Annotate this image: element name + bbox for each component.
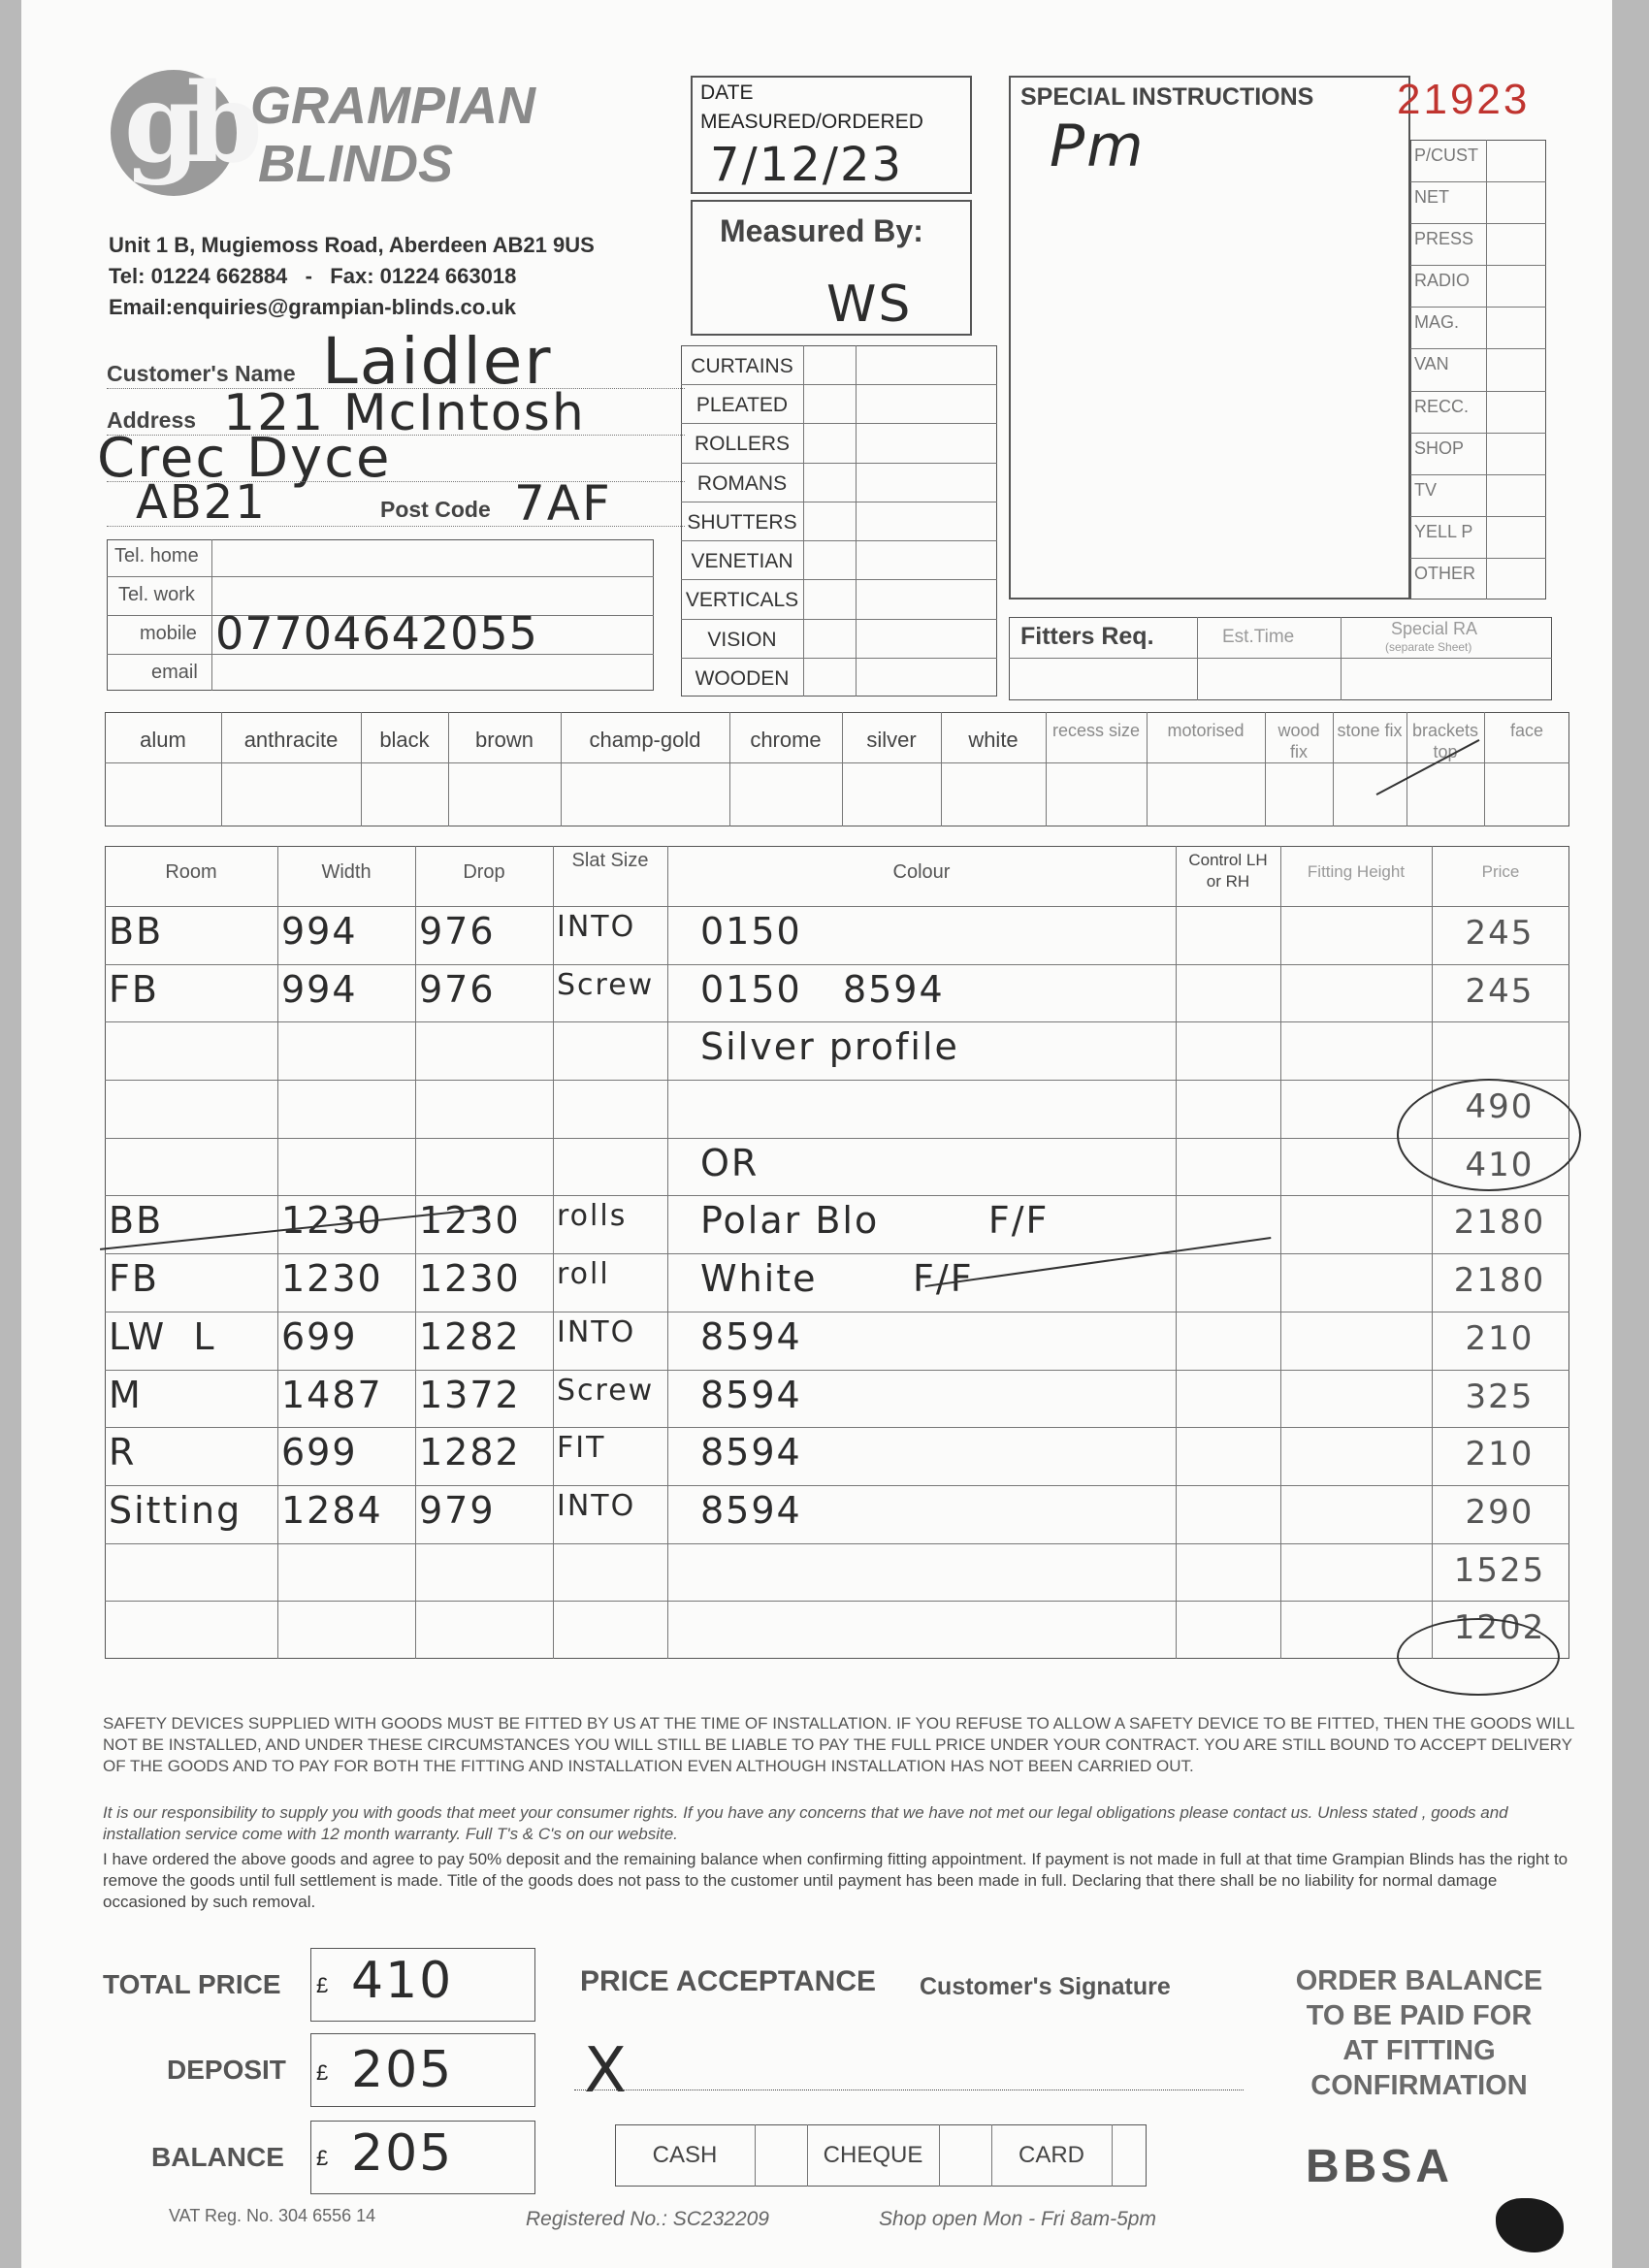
finish-divider [361, 712, 362, 826]
table-cell-price: 210 [1465, 1318, 1535, 1358]
source-option: NET [1414, 187, 1449, 208]
table-row [105, 1374, 1569, 1426]
price-acceptance-title: PRICE ACCEPTANCE [580, 1965, 877, 1997]
footer-shop-hours: Shop open Mon - Fri 8am-5pm [879, 2208, 1156, 2230]
blind-type-option: PLEATED [695, 394, 789, 417]
table-row-divider [105, 1080, 1569, 1081]
table-cell-drop: 1282 [419, 1431, 521, 1474]
blind-type-divider [681, 579, 997, 580]
blind-type-option: CURTAINS [691, 355, 793, 377]
source-option: TV [1414, 479, 1438, 500]
table-cell-drop: 1282 [419, 1314, 521, 1358]
table-header-cell: Drop [463, 861, 505, 883]
table-cell-room: BB [109, 1199, 164, 1243]
table-cell-colour: Silver profile [700, 1025, 959, 1069]
table-cell-room: R [109, 1431, 137, 1474]
table-cell-drop: 976 [419, 967, 496, 1011]
table-row [105, 1315, 1569, 1368]
terms-para-1: SAFETY DEVICES SUPPLIED WITH GOODS MUST BE FITTED BY US AT THE TIME OF INSTALLATION. IF YOU REFUSE TO ALLOW A SAFETY DEVICE TO BE FITTED, THEN THE GOODS WILL NOT BE INSTALLED, AND UNDER THESE CIRCUMSTANCES YOU WILL STILL BE LIABLE TO PAY THE FULL PRICE UNDER YOUR CONTRACT. YOU ARE STILL BOUND TO ACCEPT DELIVERY OF THE GOODS AND TO PAY FOR BOTH THE FITTING AND INSTALLATION EVEN ALTHOUGH INSTALLATION HAS NOT BEEN CARRIED OUT. [103, 1714, 1574, 1775]
table-row-divider [105, 1370, 1569, 1371]
blind-type-divider [681, 423, 997, 424]
source-divider [1410, 391, 1546, 392]
finish-divider [941, 712, 942, 826]
table-cell-slat: roll [557, 1257, 610, 1292]
table-header-cell: Room [165, 861, 217, 883]
payment-divider [939, 2124, 940, 2187]
finish-divider [1046, 712, 1047, 826]
company-phone-fax: Tel: 01224 662884 - Fax: 01224 663018 [109, 264, 517, 288]
table-header-cell: Width [321, 861, 372, 883]
footer-registered: Registered No.: SC232209 [526, 2208, 769, 2230]
table-cell-price: 2180 [1453, 1261, 1546, 1301]
order-balance-line2: TO BE PAID FOR [1306, 2000, 1533, 2031]
table-row [105, 968, 1569, 1021]
finish-option: black [379, 728, 430, 752]
date-label: DATE [700, 81, 754, 104]
balance-value: 205 [351, 2124, 454, 2183]
ink-blot [1496, 2198, 1564, 2252]
blind-type-option: ROLLERS [694, 433, 791, 456]
table-row-divider [105, 1195, 1569, 1196]
blind-type-option: ROMANS [696, 471, 788, 495]
blind-type-option: WOODEN [695, 666, 790, 690]
blind-type-divider [681, 540, 997, 541]
table-cell-price: 490 [1465, 1087, 1535, 1127]
finish-option: brackets top [1411, 721, 1479, 761]
source-option: PRESS [1414, 229, 1474, 249]
order-number: 21923 [1397, 76, 1531, 123]
terms-para-2: It is our responsibility to supply you with goods that meet your consumer rights. If you have any concerns that we have not met our legal obligations please contact us. Unless stated , goods and installation service come with 12 month warranty. Full T's & C's on our website. [103, 1803, 1508, 1843]
table-row-divider [105, 1427, 1569, 1428]
table-cell-drop: 1230 [419, 1257, 521, 1301]
source-option: YELL P [1414, 521, 1473, 541]
finish-option: silver [866, 728, 917, 752]
table-cell-width: 1487 [281, 1373, 383, 1416]
finish-divider [1147, 712, 1148, 826]
price-acceptance-sub: Customer's Signature [920, 1973, 1171, 2000]
table-cell-width: 1230 [281, 1199, 383, 1243]
table-cell-colour: White F/F [700, 1257, 974, 1301]
finish-option: stone fix [1337, 721, 1403, 740]
table-header-cell: Price [1481, 862, 1520, 881]
blind-type-option: VISION [707, 628, 777, 651]
fitters-label: Fitters Req. [1020, 623, 1154, 650]
finish-divider [842, 712, 843, 826]
table-cell-colour: Polar Blo F/F [700, 1199, 1050, 1243]
customer-name-label: Customer's Name [107, 361, 296, 386]
table-cell-slat: INTO [557, 910, 636, 944]
terms-para-3: I have ordered the above goods and agree to pay 50% deposit and the remaining balance when confirming fitting appointment. If payment is not made in full at that time Grampian Blinds has the right to remove the goods until full settlement is made. Title of the goods does not pass to the customer until payment has been made in full. Declaring that there shall be no liability for normal damage occasioned by such removal. [103, 1850, 1568, 1911]
table-cell-room: Sitting [109, 1488, 242, 1532]
table-cell-drop: 1230 [419, 1199, 521, 1243]
est-time-label: Est.Time [1222, 627, 1295, 647]
customer-name-value: Laidler [322, 324, 553, 399]
table-cell-drop: 1372 [419, 1373, 521, 1416]
table-cell-colour: 8594 [700, 1431, 802, 1474]
special-ra-sub: (separate Sheet) [1385, 640, 1472, 654]
table-row-divider [105, 1543, 1569, 1544]
table-cell-slat: FIT [557, 1431, 606, 1466]
table-row-divider [105, 964, 1569, 965]
measured-by-value: WS [826, 275, 913, 334]
company-name-line1: GRAMPIAN [250, 77, 535, 135]
deposit-currency: £ [316, 2060, 329, 2085]
source-option: RADIO [1414, 271, 1471, 291]
tel-work-label: Tel. work [118, 584, 195, 605]
blind-type-divider [681, 658, 997, 659]
table-cell-slat: INTO [557, 1488, 636, 1523]
company-address: Unit 1 B, Mugiemoss Road, Aberdeen AB21 9US [109, 233, 595, 257]
postcode-label: Post Code [380, 497, 491, 522]
table-row [105, 1084, 1569, 1136]
table-row [105, 1025, 1569, 1078]
table-cell-colour: OR [700, 1141, 760, 1184]
payment-cheque-option[interactable]: CHEQUE [823, 2142, 923, 2168]
payment-cash-option[interactable]: CASH [652, 2142, 718, 2168]
table-cell-width: 994 [281, 910, 358, 953]
bbsa-logo: BBSA [1306, 2141, 1454, 2192]
source-divider [1410, 474, 1546, 475]
table-cell-slat: INTO [557, 1314, 636, 1349]
payment-divider [1112, 2124, 1113, 2187]
table-cell-colour: 8594 [700, 1488, 802, 1532]
table-row [105, 1431, 1569, 1483]
finish-divider [448, 712, 449, 826]
finish-divider [221, 712, 222, 826]
table-cell-price: 245 [1465, 914, 1535, 953]
finish-option: alum [140, 728, 186, 752]
table-cell-slat: Screw [557, 967, 655, 1002]
date-value: 7/12/23 [710, 138, 904, 192]
finish-option: recess size [1051, 721, 1141, 740]
finish-option: wood fix [1277, 721, 1320, 761]
table-cell-price: 210 [1465, 1435, 1535, 1474]
table-cell-price: 245 [1465, 971, 1535, 1011]
finish-divider [1265, 712, 1266, 826]
source-option: SHOP [1414, 437, 1465, 458]
source-option: OTHER [1414, 563, 1475, 583]
logo-letters: gb [124, 60, 249, 187]
table-row-divider [105, 1485, 1569, 1486]
table-row-divider [105, 1021, 1569, 1022]
finish-option: motorised [1167, 721, 1245, 740]
price-circle-410 [1397, 1079, 1581, 1191]
table-row-divider [105, 1138, 1569, 1139]
table-cell-price: 2180 [1453, 1203, 1546, 1243]
date-label-2: MEASURED/ORDERED [700, 111, 923, 133]
table-cell-drop: 976 [419, 910, 496, 953]
blind-type-divider [681, 463, 997, 464]
price-circle-1202 [1397, 1618, 1560, 1696]
finish-divider [1484, 712, 1485, 826]
finish-option: face [1509, 721, 1544, 740]
table-cell-slat: Screw [557, 1373, 655, 1408]
special-ra-label: Special RA [1391, 619, 1478, 638]
special-instructions-label: SPECIAL INSTRUCTIONS [1020, 83, 1314, 111]
payment-divider [807, 2124, 808, 2187]
total-price-value: 410 [351, 1952, 454, 2010]
table-cell-width: 1284 [281, 1488, 383, 1532]
finish-divider [561, 712, 562, 826]
finish-divider [1406, 712, 1407, 826]
table-cell-colour: 8594 [700, 1314, 802, 1358]
address-line-1: 121 McIntosh [223, 384, 586, 442]
order-balance-line4: CONFIRMATION [1310, 2070, 1528, 2101]
table-cell-room: BB [109, 910, 164, 953]
signature-mark: X [584, 2035, 629, 2107]
balance-label: BALANCE [151, 2142, 284, 2172]
table-header-cell: Fitting Height [1307, 862, 1406, 881]
table-cell-price: 290 [1465, 1492, 1535, 1532]
table-header-cell: Colour [892, 861, 951, 883]
company-email: Email:enquiries@grampian-blinds.co.uk [109, 295, 516, 319]
tel-home-label: Tel. home [114, 545, 199, 567]
mobile-label: mobile [140, 623, 197, 644]
order-balance-line1: ORDER BALANCE [1295, 1965, 1543, 1996]
email-label: email [151, 662, 198, 683]
table-cell-colour: 0150 8594 [700, 967, 945, 1011]
balance-currency: £ [316, 2146, 329, 2170]
table-row [105, 1604, 1569, 1657]
finish-option: champ-gold [589, 728, 701, 752]
source-divider [1410, 348, 1546, 349]
source-option: VAN [1414, 354, 1449, 374]
finish-divider [729, 712, 730, 826]
special-instructions-value: Pm [1050, 113, 1146, 180]
source-option: MAG. [1414, 312, 1460, 333]
source-divider [1410, 433, 1546, 434]
table-row [105, 1142, 1569, 1194]
source-divider [1410, 265, 1546, 266]
blind-type-option: VERTICALS [685, 589, 799, 612]
address-line-2: Crec Dyce [97, 427, 392, 490]
payment-card-option[interactable]: CARD [1018, 2142, 1084, 2168]
company-logo [111, 60, 249, 196]
blind-type-divider [681, 619, 997, 620]
mobile-value: 07704642055 [215, 607, 538, 660]
table-cell-price: 325 [1465, 1377, 1535, 1416]
address-line-3: AB21 [136, 475, 267, 530]
finish-option: chrome [750, 728, 822, 752]
table-row [105, 910, 1569, 962]
table-cell-price: 1525 [1453, 1550, 1546, 1590]
source-divider [1410, 558, 1546, 559]
table-cell-price: 1202 [1453, 1608, 1546, 1648]
deposit-value: 205 [351, 2041, 454, 2099]
table-cell-colour: 8594 [700, 1373, 802, 1416]
table-row-divider [105, 1601, 1569, 1602]
company-name-line2: BLINDS [258, 135, 453, 193]
table-cell-width: 994 [281, 967, 358, 1011]
table-cell-width: 699 [281, 1431, 358, 1474]
table-cell-drop: 979 [419, 1488, 496, 1532]
source-option: RECC. [1414, 396, 1470, 416]
source-option: P/CUST [1414, 146, 1479, 165]
finish-option: brown [475, 728, 534, 752]
table-cell-room: M [109, 1373, 143, 1416]
order-balance-line3: AT FITTING [1342, 2035, 1496, 2066]
table-row [105, 1257, 1569, 1310]
table-cell-room: FB [109, 1257, 159, 1301]
measured-by-label: Measured By: [720, 213, 923, 248]
table-cell-colour: 0150 [700, 910, 802, 953]
finish-divider [1333, 712, 1334, 826]
blind-type-option: SHUTTERS [687, 510, 797, 534]
table-cell-price: 410 [1465, 1145, 1535, 1184]
order-form [21, 0, 1612, 2268]
table-cell-width: 1230 [281, 1257, 383, 1301]
table-row [105, 1547, 1569, 1600]
source-divider [1410, 223, 1546, 224]
postcode-value: 7AF [514, 475, 612, 532]
total-price-label: TOTAL PRICE [103, 1969, 281, 1999]
table-row-divider [105, 1253, 1569, 1254]
source-divider [1410, 516, 1546, 517]
address-label: Address [107, 407, 197, 433]
table-header-cell: Slat Size [571, 850, 649, 871]
table-cell-room: FB [109, 967, 159, 1011]
payment-divider [755, 2124, 756, 2187]
blind-type-option: VENETIAN [691, 550, 793, 573]
table-cell-room: LW L [109, 1314, 216, 1358]
table-cell-slat: rolls [557, 1199, 628, 1234]
payment-divider [991, 2124, 992, 2187]
table-header-cell: Control LH or RH [1188, 851, 1268, 891]
finish-option: anthracite [243, 728, 339, 752]
source-divider [1410, 307, 1546, 308]
footer-vat: VAT Reg. No. 304 6556 14 [169, 2206, 376, 2225]
blind-type-divider [681, 384, 997, 385]
source-divider [1410, 181, 1546, 182]
finish-option: white [968, 728, 1018, 752]
table-cell-width: 699 [281, 1314, 358, 1358]
total-currency: £ [316, 1973, 329, 1997]
table-row [105, 1489, 1569, 1541]
deposit-label: DEPOSIT [167, 2055, 286, 2085]
